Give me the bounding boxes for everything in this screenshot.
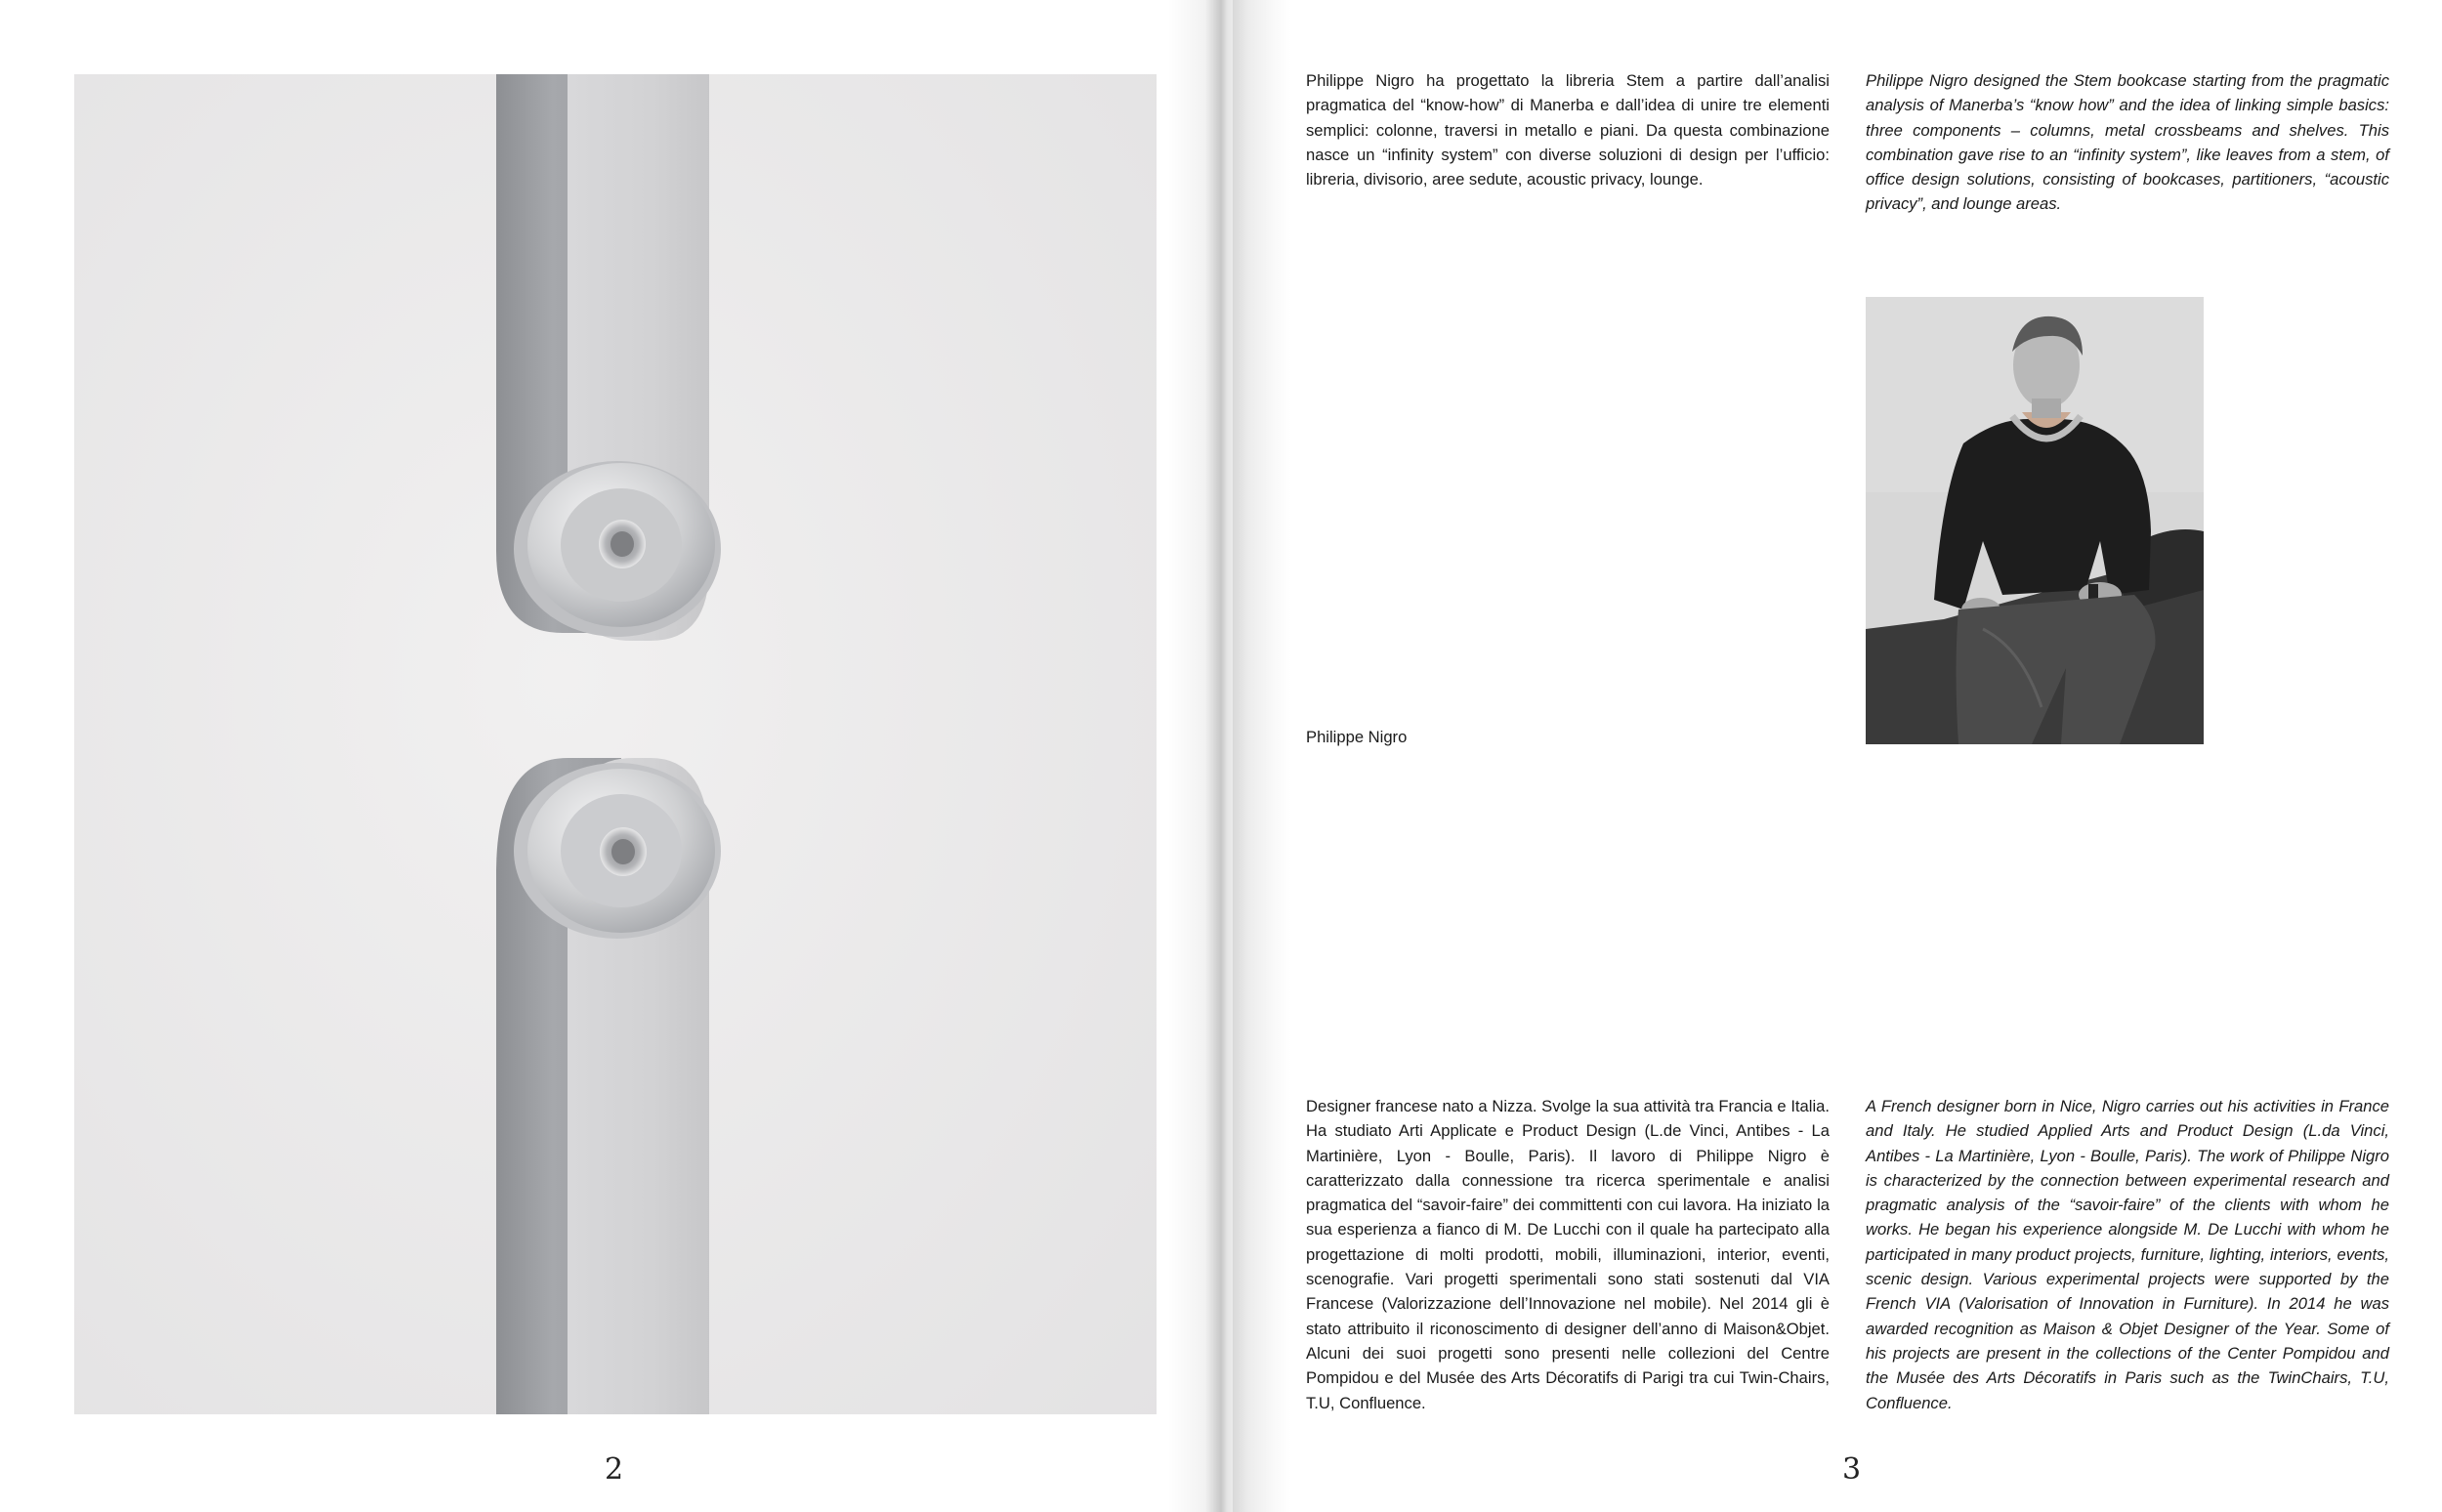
bio-italian: Designer francese nato a Nizza. Svolge la sua attività tra Francia e Italia. Ha studiato Arti Applicate e Product Design (L.de Vinci, Antibes - La Martinière, Lyon - Boulle, Paris). Il lavoro di Philippe Nigro è caratterizzato dalla connessione tra ricerca sperimentale e analisi pragmatica del “savoir-faire” dei committenti con cui lavora. Ha iniziato la sua esperienza a fianco di M. De Lucchi con il quale ha partecipato alla progettazione di molti prodotti, mobili, illuminazioni, interior, eventi, scenografie. Vari progetti sperimentali sono stati sostenuti dal VIA Francese (Valorizzazione dell’Innovazione nel mobile). Nel 2014 gli è stato attribuito il riconoscimento di designer dell’anno di Maison&Objet. Alcuni dei suoi progetti sono presenti nelle collezioni del Centre Pompidou e del Musée des Arts Décoratifs di Parigi tra cui Twin-Chairs, T.U, Confluence.	[1306, 1097, 1830, 1412]
portrait-caption: Philippe Nigro	[1306, 728, 1408, 746]
page-number-right: 3	[1842, 1452, 1862, 1487]
gutter-shadow-right	[1233, 0, 1291, 1512]
bio-english: A French designer born in Nice, Nigro carries out his activities in France and Italy. He studied Applied Arts and Product Design (L.da Vinci, Antibes - La Martinière, Lyon - Boulle, Paris). The work of Philippe Nigro is characterized by the connection between experimental research and pragmatic analysis of the “savoir-faire” of the clients with whom he works. He began his experience alongside M. De Lucchi with whom he participated in many product projects, furniture, lighting, interiors, events, scenic design. Various experimental projects were supported by the French VIA (Valorisation of Innovation in Furniture). In 2014 he was awarded recognition as Maison & Objet Designer of the Year. Some of his projects are present in the collections of the Center Pompidou and the Musée des Arts Décoratifs in Paris such as the TwinChairs, T.U, Confluence.	[1866, 1097, 2389, 1412]
photo-metal-columns	[74, 74, 1157, 1414]
intro-english: Philippe Nigro designed the Stem bookcase starting from the pragmatic analysis of Manerba’s “know how” and the idea of linking simple basics: three components – columns, metal crossbeams and shelves. This combination gave rise to an “infinity system”, like leaves from a stem, of office design solutions, consisting of bookcases, partitioners, “acoustic privacy”, and lounge areas.	[1866, 71, 2389, 214]
portrait-photo	[1866, 297, 2204, 744]
intro-italian: Philippe Nigro ha progettato la libreria Stem a partire dall’analisi pragmatica del “know-how” di Manerba e dall’idea di unire tre elementi semplici: colonne, traversi in metallo e piani. Da questa combinazione nasce un “infinity system” con diverse soluzioni di design per l’ufficio: libreria, divisorio, aree sedute, acoustic privacy, lounge.	[1306, 71, 1830, 189]
page-number-left: 2	[605, 1452, 624, 1487]
